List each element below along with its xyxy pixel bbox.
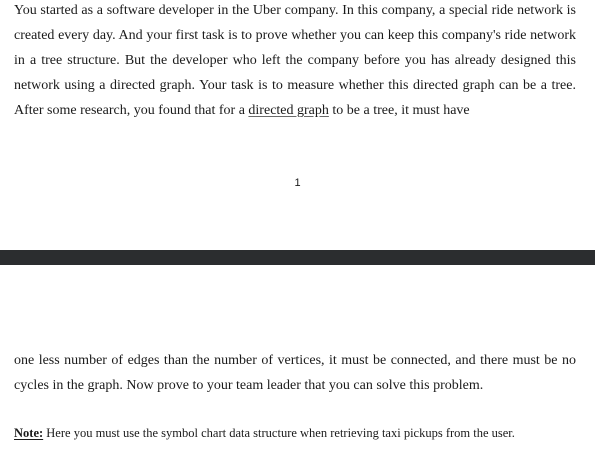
page-separator [0,250,595,265]
paragraph-text-before-link: You started as a software developer in the Uber company. In this company, a special ride network is created every day. And your first task is to prove whether you can keep this company's ride network in a tree structure. But the developer who left the company before you has already designed this network using a directed graph. Your task is to measure whether this directed graph can be a tree. After some research, you found that for a [14,3,576,118]
directed-graph-link[interactable]: directed graph [248,103,329,118]
problem-statement-paragraph [14,0,576,123]
note-text: Here you must use the symbol chart data structure when retrieving taxi pickups from the user. [43,426,515,440]
page-number: 1 [294,177,301,189]
paragraph-text-after-link: to be a tree, it must have [328,103,470,118]
document-page-2 [0,265,595,459]
continuation-paragraph: one less number of edges than the number of vertices, it must be connected, and there must be no cycles in the graph. Now prove to your team leader that you can solve this problem. [14,353,576,393]
note-paragraph [14,424,584,442]
note-label: Note: [14,426,44,440]
